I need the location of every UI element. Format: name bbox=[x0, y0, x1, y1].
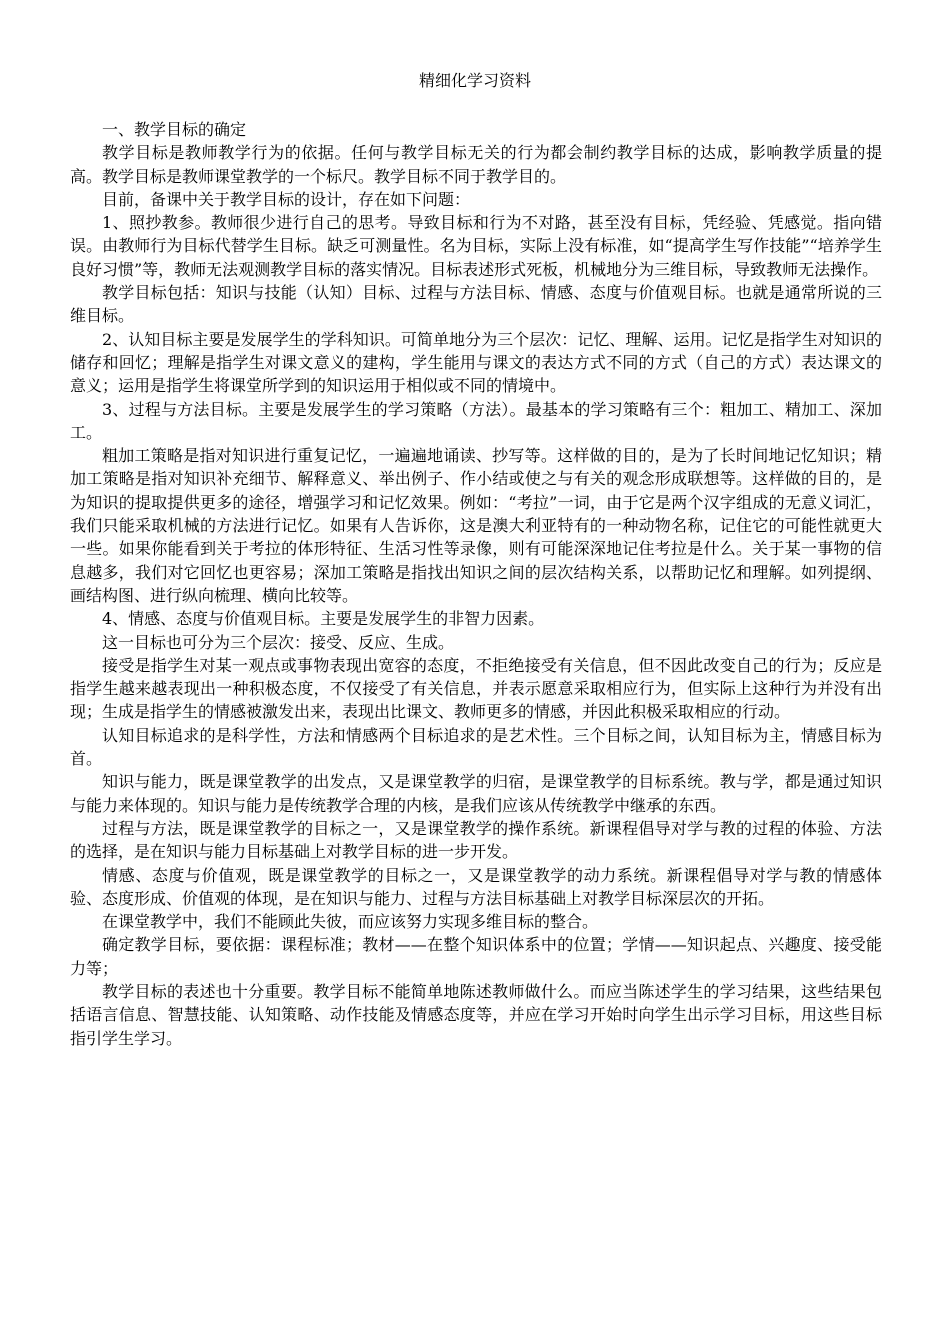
paragraph: 知识与能力，既是课堂教学的出发点，又是课堂教学的归宿，是课堂教学的目标系统。教与学，都是通过知识与能力来体现的。知识与能力是传统教学合理的内核，是我们应该从传统教学中继承的东西。 bbox=[70, 772, 882, 815]
paragraph: 2、认知目标主要是发展学生的学科知识。可简单地分为三个层次：记忆、理解、运用。记忆是指学生对知识的储存和回忆；理解是指学生对课文意义的建构，学生能用与课文的表达方式不同的方式（自己的方式）表达课文的意义；运用是指学生将课堂所学到的知识运用于相似或不同的情境中。 bbox=[70, 329, 882, 396]
paragraph: 4、情感、态度与价值观目标。主要是发展学生的非智力因素。 bbox=[102, 609, 545, 629]
paragraph: 确定教学目标，要依据：课程标准；教材——在整个知识体系中的位置；学情——知识起点、兴趣度、接受能力等； bbox=[70, 935, 882, 978]
paragraph: 过程与方法，既是课堂教学的目标之一，又是课堂教学的操作系统。新课程倡导对学与教的过程的体验、方法的选择，是在知识与能力目标基础上对教学目标的进一步开发。 bbox=[70, 818, 882, 862]
paragraph: 认知目标追求的是科学性，方法和情感两个目标追求的是艺术性。三个目标之间，认知目标为主，情感目标为首。 bbox=[70, 725, 882, 769]
paragraph: 粗加工策略是指对知识进行重复记忆，一遍遍地诵读、抄写等。这样做的目的，是为了长时间地记忆知识；精加工策略是指对知识补充细节、解释意义、举出例子、作小结或使之与有关的观念形成联想等。这样做的目的，是为知识的提取提供更多的途径，增强学习和记忆效果。例如：“考拉”一词，由于它是两个汉字组成的无意义词汇，我们只能采取机械的方法进行记忆。如果有人告诉你，这是澳大利亚特有的一种动物名称，记住它的可能性就更大一些。如果你能看到关于考拉的体形特征、生活习性等录像，则有可能深深地记住考拉是什么。关于某一事物的信息越多，我们对它回忆也更容易；深加工策略是指找出知识之间的层次结构关系，以帮助记忆和理解。如列提纲、画结构图、进行纵向梳理、横向比较等。 bbox=[70, 446, 882, 605]
paragraph: 3、过程与方法目标。主要是发展学生的学习策略（方法）。最基本的学习策略有三个：粗加工、精加工、深加工。 bbox=[70, 399, 882, 442]
paragraph: 情感、态度与价值观，既是课堂教学的目标之一，又是课堂教学的动力系统。新课程倡导对学与教的情感体验、态度形成、价值观的体现，是在知识与能力、过程与方法目标基础上对教学目标深层次的开拓。 bbox=[70, 865, 882, 908]
paragraph: 这一目标也可分为三个层次：接受、反应、生成。 bbox=[102, 632, 455, 652]
document-body bbox=[70, 118, 882, 1050]
paragraph: 教学目标是教师教学行为的依据。任何与教学目标无关的行为都会制约教学目标的达成，影响教学质量的提高。教学目标是教师课堂教学的一个标尺。教学目标不同于教学目的。 bbox=[70, 143, 882, 186]
section-heading: 一、教学目标的确定 bbox=[102, 120, 247, 139]
paragraph: 1、照抄教参。教师很少进行自己的思考。导致目标和行为不对路，甚至没有目标，凭经验、凭感觉。指向错误。由教师行为目标代替学生目标。缺乏可测量性。名为目标，实际上没有标准，如“提高学生写作技能”“培养学生良好习惯”等，教师无法观测教学目标的落实情况。目标表述形式死板，机械地分为三维目标，导致教师无法操作。 bbox=[70, 213, 882, 279]
paragraph: 在课堂教学中，我们不能顾此失彼，而应该努力实现多维目标的整合。 bbox=[102, 912, 599, 932]
page-header-title: 精细化学习资料 bbox=[418, 71, 531, 90]
paragraph: 接受是指学生对某一观点或事物表现出宽容的态度，不拒绝接受有关信息，但不因此改变自己的行为；反应是指学生越来越表现出一种积极态度，不仅接受了有关信息，并表示愿意采取相应行为，但实际上这种行为并没有出现；生成是指学生的情感被激发出来，表现出比课文、教师更多的情感，并因此积极采取相应的行动。 bbox=[70, 655, 882, 722]
paragraph: 教学目标的表述也十分重要。教学目标不能简单地陈述教师做什么。而应当陈述学生的学习结果，这些结果包括语言信息、智慧技能、认知策略、动作技能及情感态度等，并应在学习开始时向学生出示学习目标，用这些目标指引学生学习。 bbox=[70, 981, 882, 1048]
paragraph: 教学目标包括：知识与技能（认知）目标、过程与方法目标、情感、态度与价值观目标。也就是通常所说的三维目标。 bbox=[70, 283, 882, 326]
paragraph: 目前，备课中关于教学目标的设计，存在如下问题： bbox=[102, 189, 471, 209]
